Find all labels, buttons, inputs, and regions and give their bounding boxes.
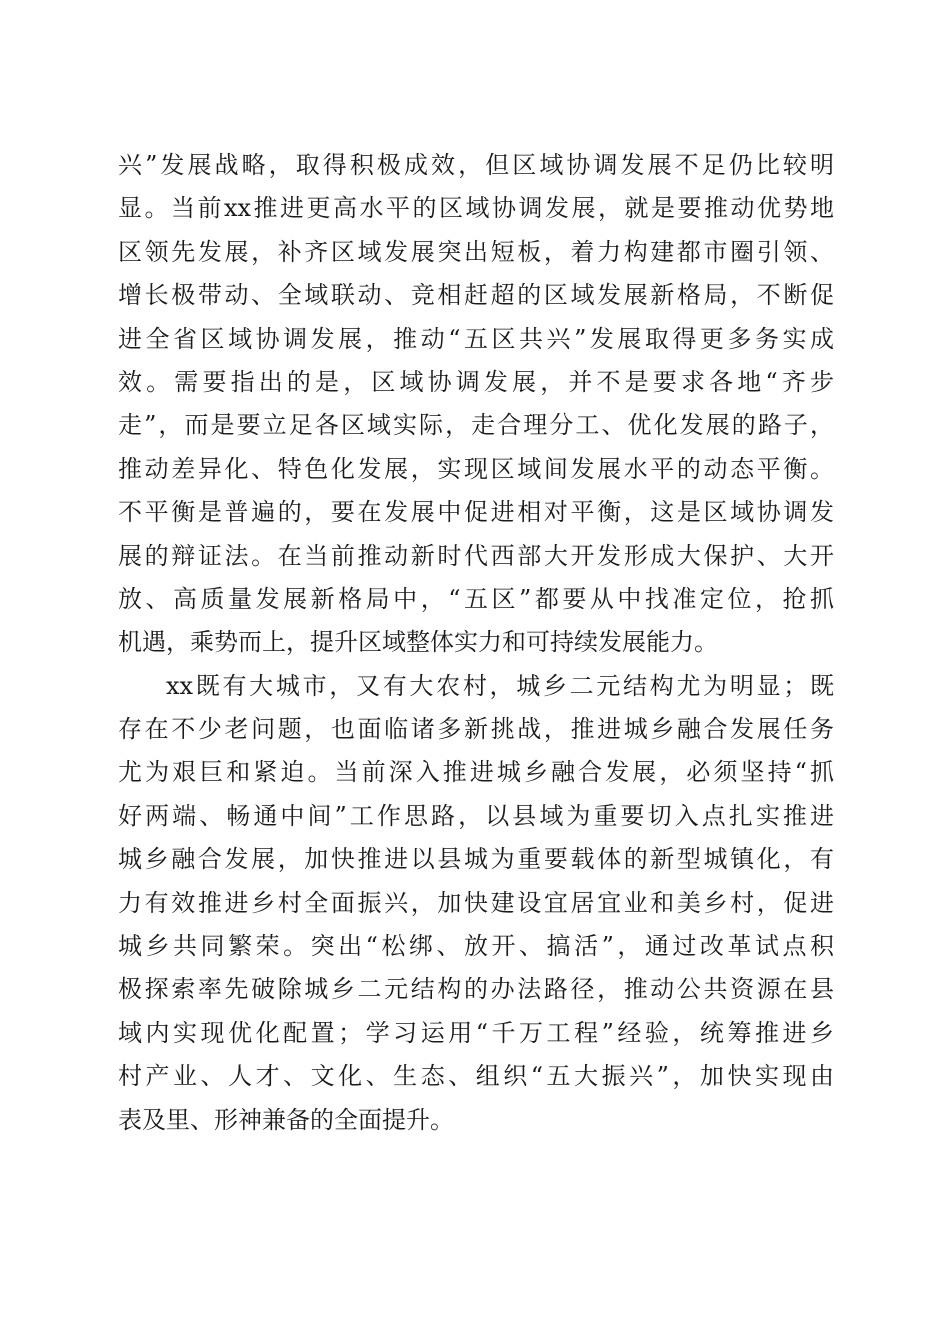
text-line: 不平衡是普遍的，要在发展中促进相对平衡，这是区域协调发 xyxy=(118,498,834,527)
text-line: 村产业、人才、文化、生态、组织“五大振兴”，加快实现由 xyxy=(118,1062,834,1091)
text-line: 兴”发展战略，取得积极成效，但区域协调发展不足仍比较明 xyxy=(118,151,834,179)
text-line: 推动差异化、特色化发展，实现区域间发展水平的动态平衡。 xyxy=(118,454,834,483)
paragraph-regional-coordination xyxy=(118,144,834,665)
paragraph-urban-rural-integration xyxy=(118,665,834,1142)
text-line: 极探索率先破除城乡二元结构的办法路径，推动公共资源在县 xyxy=(118,975,834,1004)
text-line: 好两端、畅通中间”工作思路，以县域为重要切入点扎实推进 xyxy=(118,801,834,830)
text-line: 城乡共同繁荣。突出“松绑、放开、搞活”，通过改革试点积 xyxy=(118,932,834,961)
text-line: 机遇，乘势而上，提升区域整体实力和可持续发展能力。 xyxy=(118,628,718,657)
body-text xyxy=(118,144,834,1142)
text-line: 表及里、形神兼备的全面提升。 xyxy=(118,1105,454,1134)
text-line: 存在不少老问题，也面临诸多新挑战，推进城乡融合发展任务 xyxy=(118,715,834,744)
text-line: 城乡融合发展，加快推进以县城为重要载体的新型城镇化，有 xyxy=(118,845,834,874)
text-line: 走”，而是要立足各区域实际，走合理分工、优化发展的路子， xyxy=(118,411,834,440)
text-line: 尤为艰巨和紧迫。当前深入推进城乡融合发展，必须坚持“抓 xyxy=(118,758,834,787)
text-line: 力有效推进乡村全面振兴，加快建设宜居宜业和美乡村，促进 xyxy=(118,888,834,917)
text-line: xx既有大城市，又有大农村，城乡二元结构尤为明显；既 xyxy=(166,671,834,700)
text-line: 效。需要指出的是，区域协调发展，并不是要求各地“齐步 xyxy=(118,367,834,396)
text-line: 增长极带动、全域联动、竞相赶超的区域发展新格局，不断促 xyxy=(118,281,834,310)
text-line: 显。当前xx推进更高水平的区域协调发展，就是要推动优势地 xyxy=(118,194,834,223)
text-line: 进全省区域协调发展，推动“五区共兴”发展取得更多务实成 xyxy=(118,324,834,353)
text-line: 区领先发展，补齐区域发展突出短板，着力构建都市圈引领、 xyxy=(118,237,834,266)
text-line: 放、高质量发展新格局中，“五区”都要从中找准定位，抢抓 xyxy=(118,584,834,613)
text-line: 域内实现优化配置；学习运用“千万工程”经验，统筹推进乡 xyxy=(118,1018,834,1047)
text-line: 展的辩证法。在当前推动新时代西部大开发形成大保护、大开 xyxy=(118,541,834,570)
